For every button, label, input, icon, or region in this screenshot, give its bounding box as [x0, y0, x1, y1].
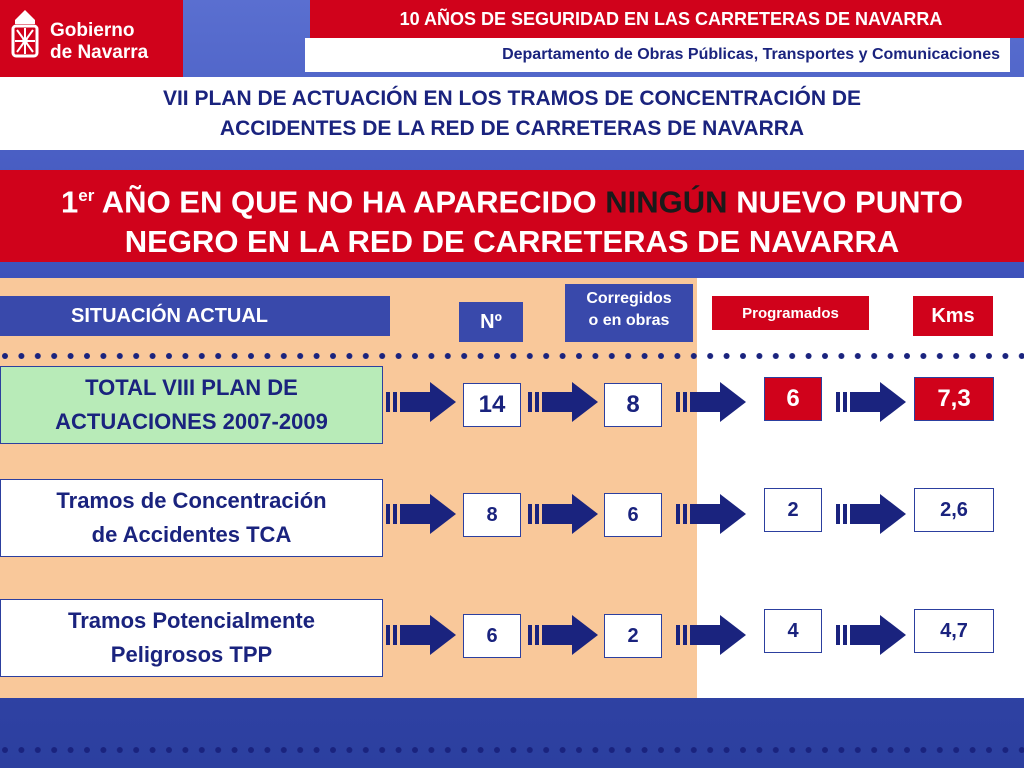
plan-title [0, 77, 1024, 150]
headline-highlight: NINGÚN [605, 184, 728, 220]
coat-of-arms-icon [9, 6, 41, 68]
arrow-right-icon [528, 380, 598, 424]
arrow-right-icon [386, 380, 456, 424]
row-label-tpp [0, 599, 383, 677]
logo-line-2: de Navarra [50, 42, 149, 63]
programmed-header: Programados [712, 296, 869, 330]
department-name: Departamento de Obras Públicas, Transportes y Comunicaciones [305, 38, 1010, 72]
dotted-separator-top [0, 350, 1024, 362]
corrected-header-line-1: Corregidos [586, 290, 672, 307]
number-header: Nº [459, 302, 523, 342]
corrected-header [565, 284, 693, 342]
row-tca-corrected: 6 [604, 493, 662, 537]
logo-line-1: Gobierno [50, 20, 135, 41]
headline-number: 1 [61, 184, 79, 220]
row-tca-number: 8 [463, 493, 521, 537]
headline-line-2: NEGRO EN LA RED DE CARRETERAS DE NAVARRA [124, 224, 900, 260]
headline-banner [0, 170, 1024, 262]
kms-header: Kms [913, 296, 993, 336]
arrow-right-icon [676, 380, 746, 424]
row-label-line-1: Tramos de Concentración [56, 488, 327, 513]
row-tpp-number: 6 [463, 614, 521, 658]
slide-series-title: 10 AÑOS DE SEGURIDAD EN LAS CARRETERAS DE NAVARRA [310, 0, 1024, 38]
row-tpp-corrected: 2 [604, 614, 662, 658]
row-label-total-plan [0, 366, 383, 444]
row-label-line-2: ACTUACIONES 2007-2009 [55, 409, 328, 434]
row-label-line-1: Tramos Potencialmente [68, 608, 315, 633]
row-tpp-kms: 4,7 [914, 609, 994, 653]
row-label-tca [0, 479, 383, 557]
row-label-line-2: Peligrosos TPP [110, 642, 273, 667]
arrow-right-icon [836, 380, 906, 424]
plan-title-line-2: ACCIDENTES DE LA RED DE CARRETERAS DE NAVARRA [219, 117, 805, 140]
arrow-right-icon [386, 613, 456, 657]
row-total-number: 14 [463, 383, 521, 427]
arrow-right-icon [836, 613, 906, 657]
logo-wordmark [50, 20, 148, 64]
headline-part-1: AÑO EN QUE NO HA APARECIDO [94, 184, 606, 220]
arrow-right-icon [528, 613, 598, 657]
row-tca-kms: 2,6 [914, 488, 994, 532]
situation-header: SITUACIÓN ACTUAL [0, 296, 390, 336]
row-total-corrected: 8 [604, 383, 662, 427]
plan-title-line-1: VII PLAN DE ACTUACIÓN EN LOS TRAMOS DE CONCENTRACIÓN DE [162, 87, 862, 110]
dotted-separator-bottom [0, 744, 1024, 756]
row-total-programmed: 6 [764, 377, 822, 421]
headline-superscript: er [78, 186, 95, 205]
row-label-line-1: TOTAL VIII PLAN DE [85, 375, 298, 400]
row-tpp-programmed: 4 [764, 609, 822, 653]
arrow-right-icon [676, 613, 746, 657]
arrow-right-icon [676, 492, 746, 536]
row-tca-programmed: 2 [764, 488, 822, 532]
government-logo [0, 0, 183, 77]
arrow-right-icon [528, 492, 598, 536]
row-label-line-2: de Accidentes TCA [91, 522, 292, 547]
corrected-header-line-2: o en obras [588, 312, 670, 329]
arrow-right-icon [386, 492, 456, 536]
row-total-kms: 7,3 [914, 377, 994, 421]
headline-part-2: NUEVO PUNTO [727, 184, 963, 220]
arrow-right-icon [836, 492, 906, 536]
headline-line-1 [0, 176, 1024, 222]
